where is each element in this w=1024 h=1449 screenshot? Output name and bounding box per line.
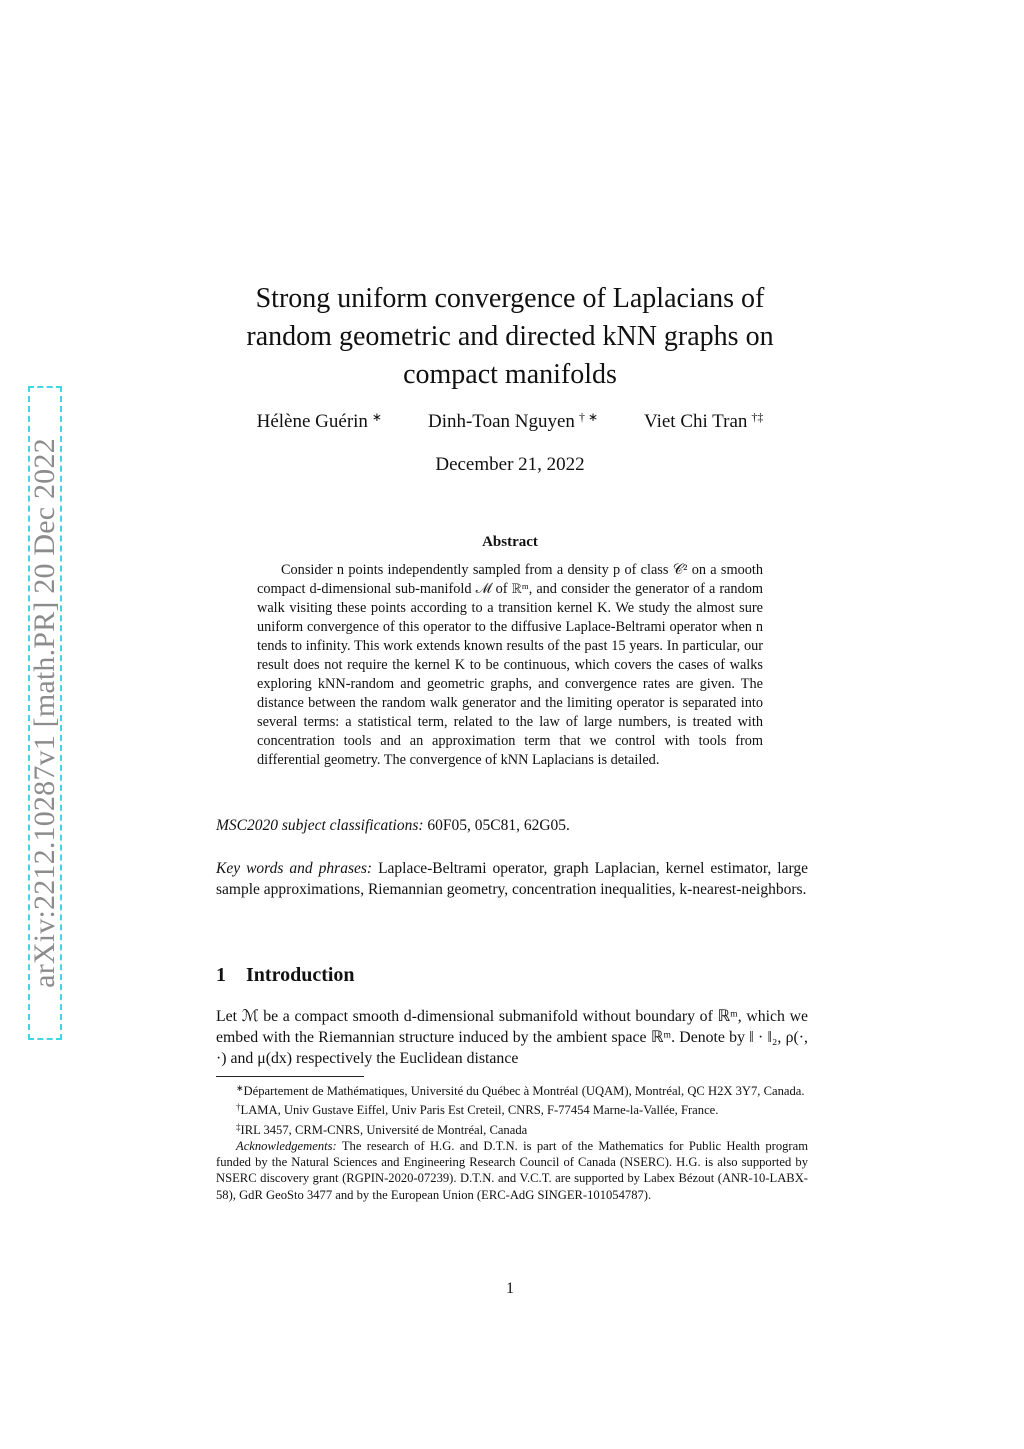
keywords	[216, 858, 808, 900]
title-line: compact manifolds	[403, 359, 617, 390]
footnote-divider	[216, 1076, 364, 1077]
footnote-text: Département de Mathématiques, Université du Québec à Montréal (UQAM), Montréal, QC H2X 3Y7, Canada.	[243, 1084, 805, 1098]
arxiv-identifier-stamp[interactable]: arXiv:2212.10287v1 [math.PR] 20 Dec 2022	[28, 386, 62, 1040]
author-list	[212, 410, 808, 433]
introduction-text: Let ℳ be a compact smooth d-dimensional submanifold without boundary of ℝᵐ, which we embed with the Riemannian structure induced by the ambient space ℝᵐ. Denote by ‖ · ‖₂, ρ(·, ·) and μ(dx) respectively the Euclidean distance	[216, 1008, 808, 1067]
author-name: Viet Chi Tran	[644, 411, 748, 432]
msc-label: MSC2020 subject classifications:	[216, 817, 424, 834]
acknowledgements-text: The research of H.G. and D.T.N. is part of the Mathematics for Public Health program funded by the Natural Sciences and Engineering Research Council of Canada (NSERC). H.G. is also supported by NSERC discovery grant (RGPIN-2020-07239). D.T.N. and V.C.T. are supported by Labex Bézout (ANR-10-LABX-58), GdR GeoSto 3477 and by the European Union (ERC-AdG SINGER-101054787).	[216, 1138, 808, 1202]
keywords-label: Key words and phrases:	[216, 860, 373, 877]
author-name: Hélène Guérin	[256, 411, 368, 432]
author	[644, 410, 763, 433]
acknowledgements	[216, 1138, 808, 1203]
affiliation-marks[interactable]: ∗	[371, 410, 382, 424]
footnote	[216, 1099, 808, 1118]
section-heading	[216, 964, 808, 987]
footnote-mark: †	[236, 1102, 241, 1113]
abstract-text: Consider n points independently sampled from a density p of class 𝒞² on a smooth compact d-dimensional sub-manifold ℳ of ℝᵐ, and consider the generator of a random walk visiting these points according to a transition kernel K. We study the almost sure uniform convergence of this operator to the diffusive Laplace-Beltrami operator when n tends to infinity. This work extends known results of the past 15 years. In particular, our result does not require the kernel K to be continuous, which covers the cases of walks exploring kNN-random and geometric graphs, and convergence rates are given. The distance between the random walk generator and the limiting operator is separated into several terms: a statistical term, related to the law of large numbers, is treated with concentration tools and an approximation term that we control with tools from differential geometry. The convergence of kNN Laplacians is detailed.	[257, 562, 763, 768]
footnote	[216, 1119, 808, 1138]
keywords-value: Laplace-Beltrami operator, graph Laplacian, kernel estimator, large sample approximations, Riemannian geometry, concentration inequalities, k-nearest-neighbors.	[216, 860, 808, 898]
publication-date: December 21, 2022	[435, 454, 585, 475]
section-title: Introduction	[246, 964, 355, 986]
page-number: 1	[506, 1280, 514, 1297]
msc-classification	[216, 817, 808, 835]
title-line: random geometric and directed kNN graphs on	[246, 321, 774, 352]
footnote-mark: ‡	[236, 1121, 241, 1132]
author	[428, 410, 598, 433]
msc-value: 60F05, 05C81, 62G05.	[427, 817, 570, 834]
footnotes	[216, 1080, 808, 1203]
acknowledgements-label: Acknowledgements:	[236, 1138, 337, 1153]
footnote-mark: ∗	[236, 1083, 244, 1093]
author	[257, 410, 382, 433]
paper-title	[212, 280, 808, 394]
footnote-text: IRL 3457, CRM-CNRS, Université de Montréal, Canada	[240, 1122, 528, 1137]
footnote-text: LAMA, Univ Gustave Eiffel, Univ Paris Est Creteil, CNRS, F-77454 Marne-la-Vallée, France.	[240, 1103, 719, 1118]
affiliation-marks[interactable]: † ∗	[578, 410, 598, 424]
abstract-heading: Abstract	[482, 534, 538, 550]
footnote	[216, 1080, 808, 1099]
section-number: 1	[216, 964, 226, 986]
title-line: Strong uniform convergence of Laplacians of	[255, 283, 765, 314]
author-name: Dinh-Toan Nguyen	[427, 411, 575, 432]
affiliation-marks[interactable]: †‡	[751, 410, 764, 424]
